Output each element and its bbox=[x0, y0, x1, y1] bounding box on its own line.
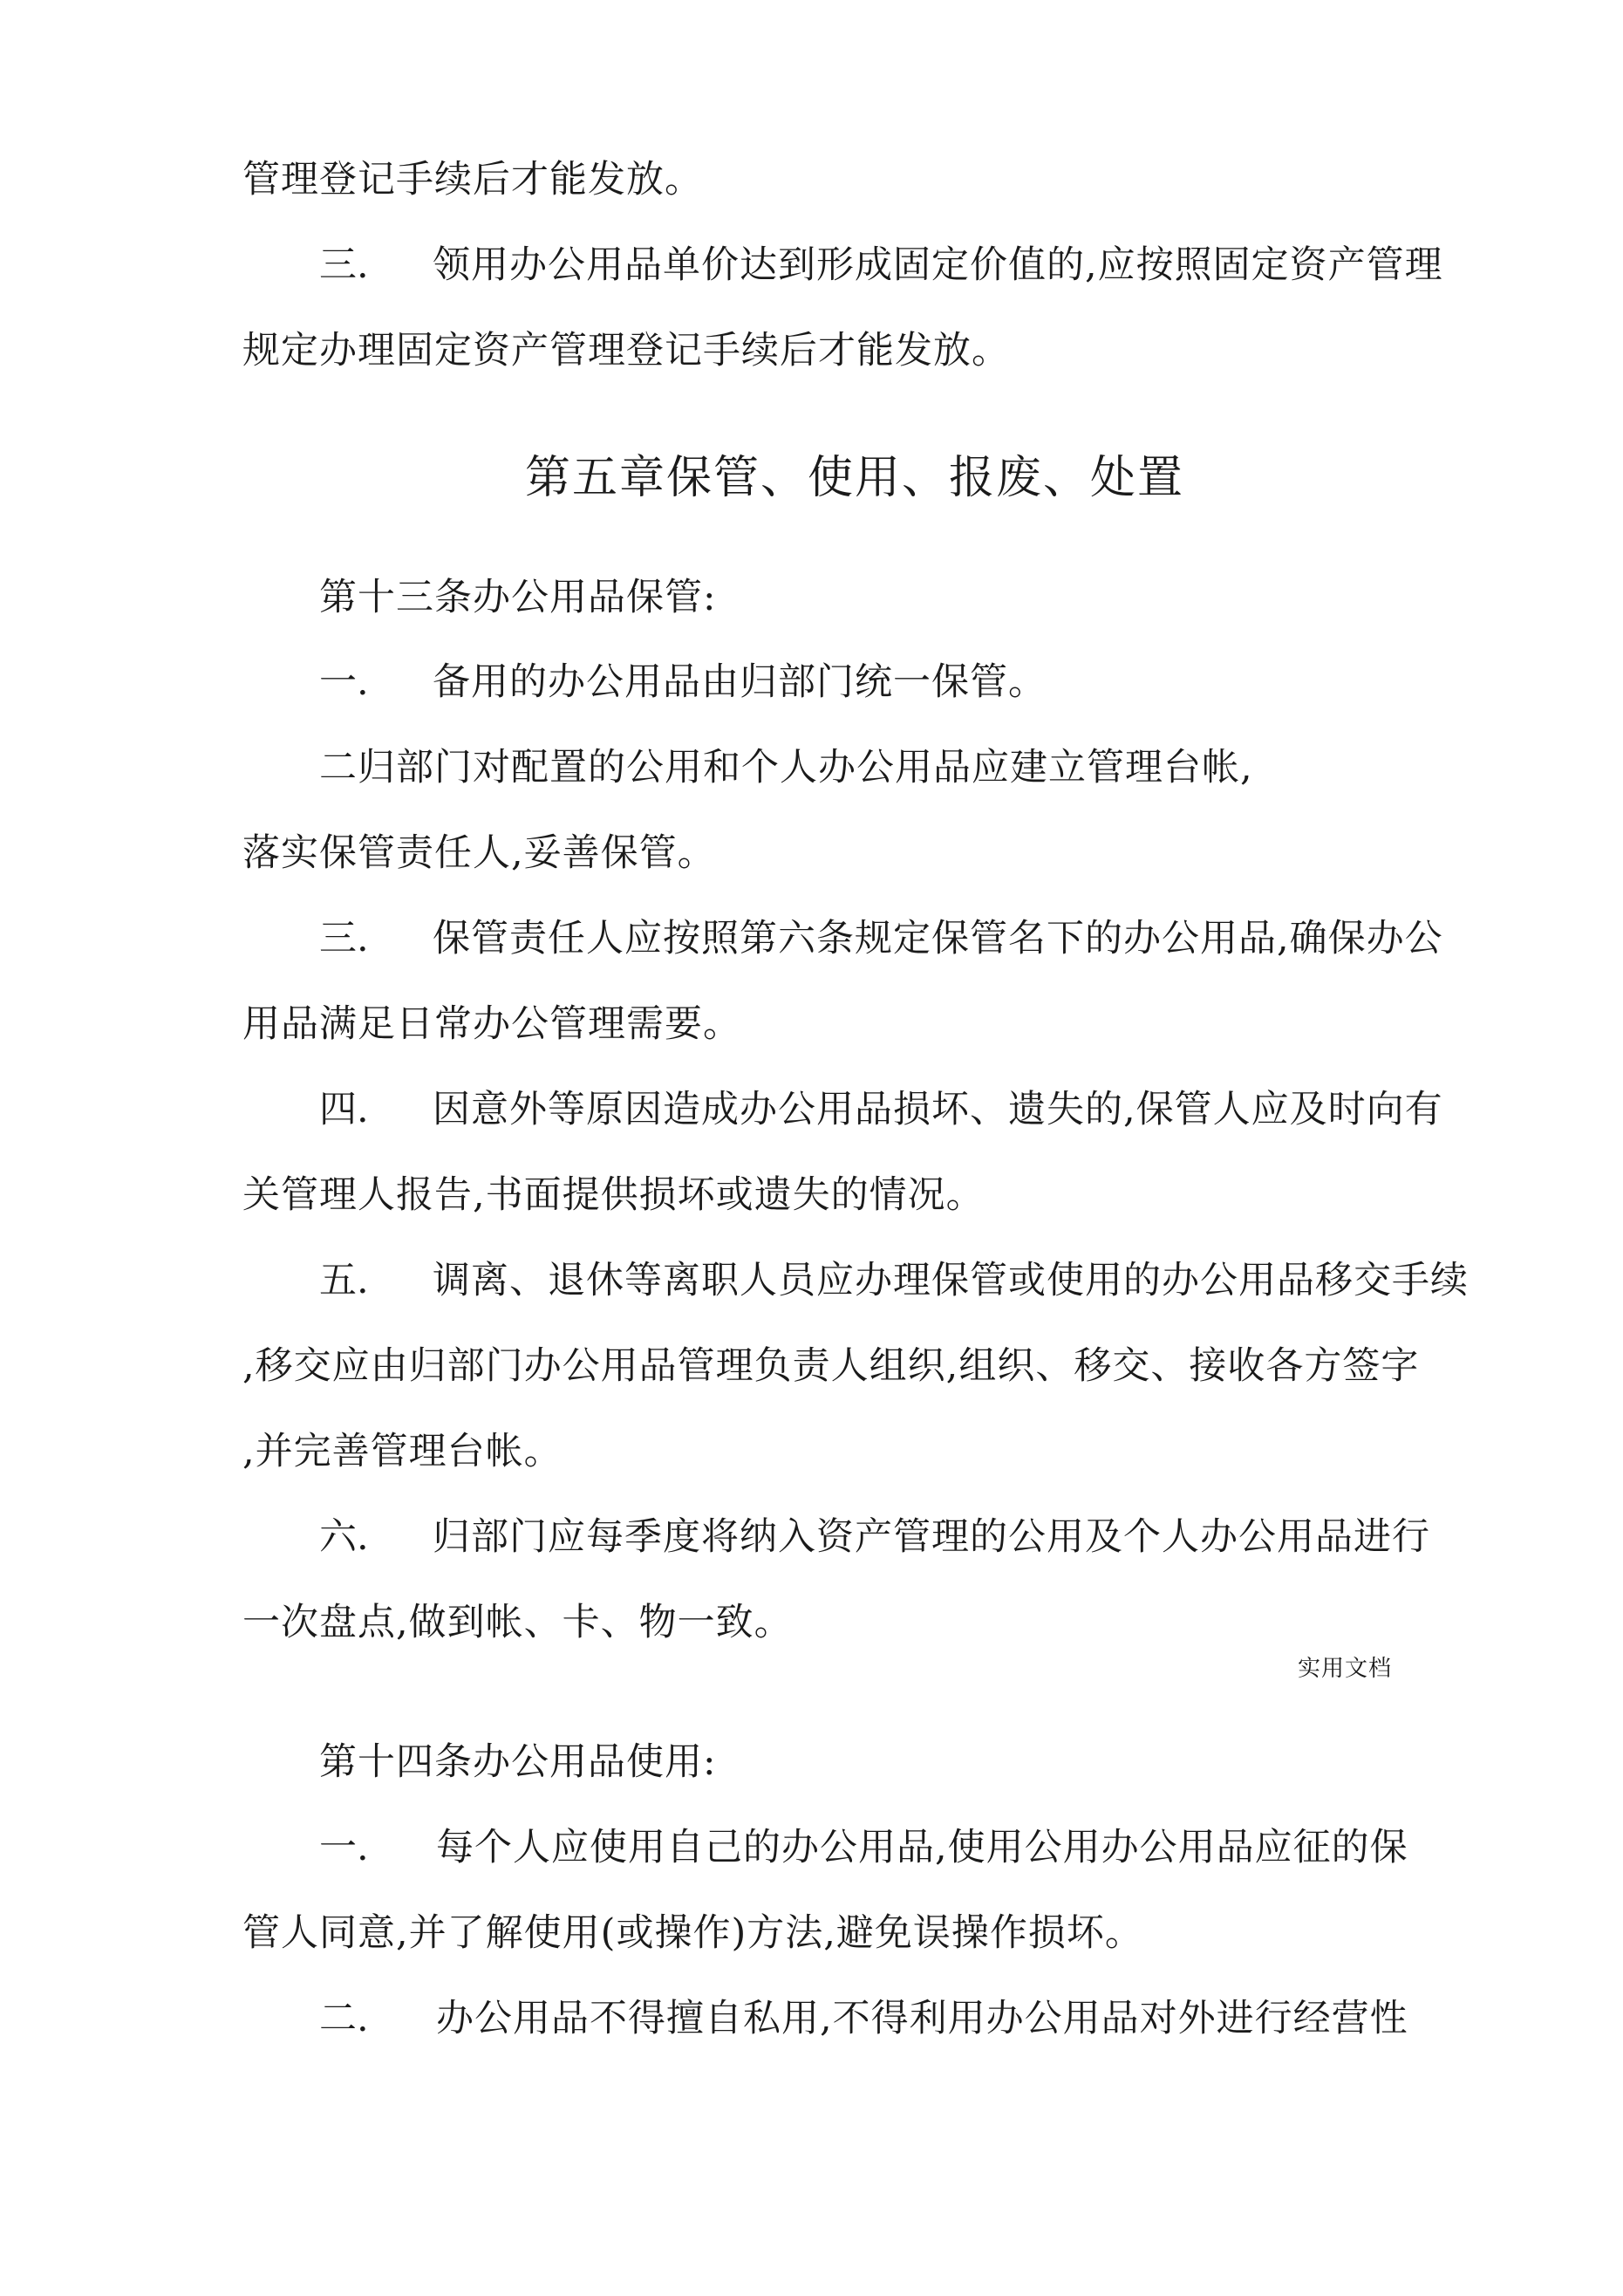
paragraph-line: 每个人应使用自己的办公用品,使用公用办公用品应征的保 bbox=[436, 1826, 1408, 1869]
article-title: 第十四条办公用品使用: bbox=[319, 1740, 717, 1784]
item-number: 五. bbox=[319, 1259, 369, 1302]
paragraph-line: 备用的办公用品由归部门统一保管。 bbox=[433, 660, 1047, 704]
paragraph-line: 用品满足日常办公管理需要。 bbox=[242, 1002, 741, 1046]
item-number: 六. bbox=[319, 1515, 369, 1559]
paragraph-line: 管人同意,并了解使用(或操作)方法,避免误操作损坏。 bbox=[242, 1911, 1143, 1955]
item-number: 三. bbox=[319, 917, 369, 960]
item-number: 四. bbox=[319, 1088, 369, 1131]
paragraph-line: ,移交应由归部门办公用品管理负责人组织,组织、移交、接收各方签字 bbox=[242, 1344, 1420, 1388]
paragraph-line: 领用办公用品单价达到形成固定价值的,应按照固定资产管理 bbox=[433, 243, 1443, 287]
paragraph-line: ,并完善管理台帐。 bbox=[242, 1430, 563, 1473]
paragraph-line: 管理登记手续后才能发放。 bbox=[242, 158, 703, 202]
item-number: 三. bbox=[319, 243, 369, 287]
paragraph-line: 规定办理固定资产管理登记手续后才能发放。 bbox=[242, 329, 1010, 372]
paragraph-line: 保管责任人应按照第六条规定保管名下的办公用品,确保办公 bbox=[433, 917, 1443, 960]
chapter-title: 第五章保管、使用、报废、处置 bbox=[525, 452, 1185, 504]
paragraph-line: 办公用品不得擅自私用,不得利用办公用品对外进行经营性 bbox=[436, 1997, 1408, 2040]
paragraph-line: 调离、退休等离职人员应办理保管或使用的办公用品移交手续 bbox=[433, 1259, 1469, 1302]
article-title: 第十三条办公用品保管: bbox=[319, 576, 717, 619]
footer-label: 实用文档 bbox=[1298, 1656, 1393, 1682]
paragraph-line: 落实保管责任人,妥善保管。 bbox=[242, 831, 716, 875]
paragraph-line: 二归部门对配置的公用和个人办公用品应建立管理台帐, bbox=[319, 746, 1253, 789]
item-number: 二. bbox=[319, 1997, 369, 2040]
item-number: 一. bbox=[319, 1826, 369, 1869]
paragraph-line: 关管理人报告,书面提供损坏或遗失的情况。 bbox=[242, 1173, 985, 1217]
item-number: 一. bbox=[319, 660, 369, 704]
paragraph-line: 归部门应每季度将纳入资产管理的公用及个人办公用品进行 bbox=[433, 1515, 1430, 1559]
paragraph-line: 一次盘点,做到帐、卡、物一致。 bbox=[242, 1601, 793, 1644]
paragraph-line: 因意外等原因造成办公用品损坏、遗失的,保管人应及时向有 bbox=[433, 1088, 1443, 1131]
